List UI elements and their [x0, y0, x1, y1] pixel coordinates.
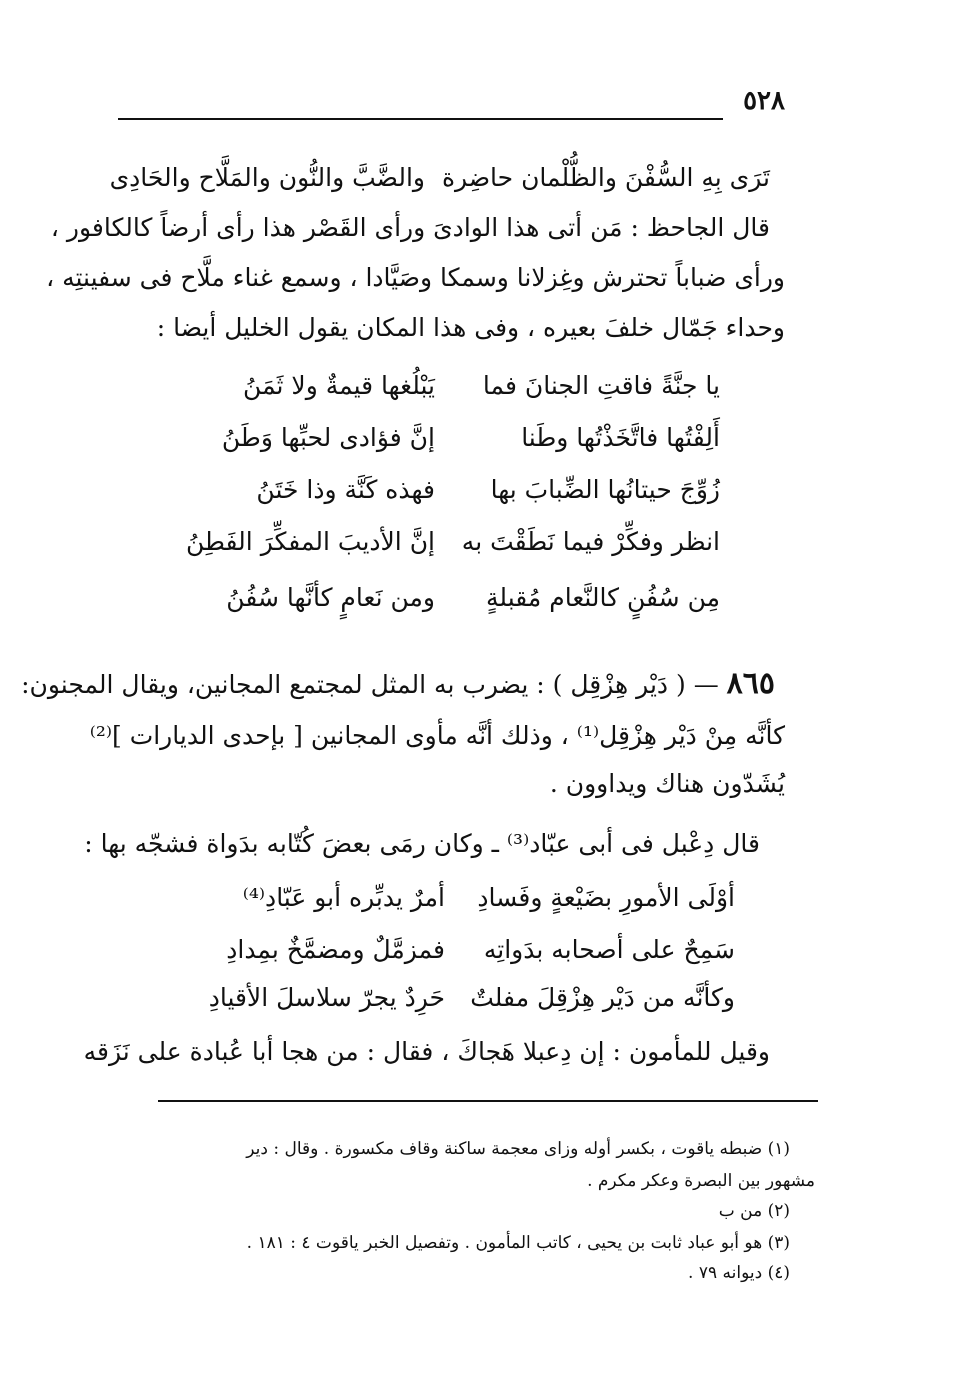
page-number: ٥٢٨: [743, 86, 785, 116]
verse-second-hemistich: يَبْلُغها قيمةٌ ولا ثَمَنُ: [243, 371, 435, 400]
header-rule: [118, 118, 723, 120]
verse-second-hemistich: ومن نَعامٍ كأنَّها سُفُنُ: [226, 583, 435, 612]
prose-line: وقيل للمأمون : إن دِعبلا هَجاكَ ، فقال : من هجا أبا عُبادة على نَزَقه: [83, 1037, 770, 1066]
verse-first-hemistich: مِن سُفُنٍ كالنَّعام مُقبلةٍ: [486, 583, 720, 612]
verse-first-hemistich: يا جنَّةً فاقتِ الجنانَ فما: [482, 371, 720, 400]
verse-first-hemistich: وكأنَّه من دَيْر هِزْقِلَ مفلتٌ: [470, 983, 735, 1012]
verse-first-hemistich: سَمِحٌ على أصحابه بدَواتِه: [483, 935, 735, 964]
verse-second-hemistich: إنَّ الأديبَ المفكِّرَ الفَطِنُ: [186, 527, 435, 556]
poem-verse: [200, 472, 720, 512]
prose-line: قال دِعْبل فى أبى عبّاد⁽³⁾ ـ وكان رمَى بعضَ كُتّابه بدَواة فشجّه بها :: [84, 829, 760, 858]
footnote: (١) ضبطه ياقوت ، بكسر أوله وزاى معجمة ساكنة وقاف مكسورة . وقال : دير: [246, 1139, 790, 1159]
footnote-rule: [158, 1100, 818, 1102]
poem-verse: [200, 880, 735, 920]
prose-line: قال الجاحظ : مَن أتى هذا الوادىَ ورأى القَصْر هذا رأى أرضاً كالكافور ،: [50, 213, 770, 242]
footnote: (٤) ديوانه ٧٩ .: [688, 1263, 790, 1283]
verse-first-hemistich: أَلِفْتُها فاتَّخَذْتُها وطَنا: [521, 423, 720, 452]
verse-second-hemistich: فمزمَّلٌ ومضمَّخٌ بمِدادِ: [226, 935, 445, 964]
top-verse-first-hemistich: تَرَى بِهِ السُّفْنَ والظُّلْمان حاضِرة: [441, 163, 770, 192]
poem-verse: [200, 932, 735, 972]
poem-verse: [200, 580, 720, 620]
verse-first-hemistich: أوْلَى الأمورِ بضَيْعةٍ وفَسادِ: [477, 883, 735, 912]
top-verse-second-hemistich: والضَّبَّ والنُّون والمَلَّاح والحَادِى: [109, 163, 425, 192]
entry-number: ٨٦٥: [726, 666, 775, 701]
poem-verse: [200, 368, 720, 408]
verse-second-hemistich: أمرٌ يدبِّره أبو عَبّادِ⁽⁴⁾: [242, 883, 445, 912]
verse-first-hemistich: زُوِّجَ حيتانُها الضِّبابَ بها: [490, 475, 720, 504]
entry-line: يُشَدّون هناك ويداوون .: [549, 769, 785, 798]
entry-heading-line: [21, 666, 775, 703]
verse-second-hemistich: حَرِدٌ يجرّ سلاسلَ الأقيادِ: [208, 983, 445, 1012]
verse-second-hemistich: إنَّ فؤادى لحبِّها وَطَنُ: [221, 423, 435, 452]
top-verse: [109, 160, 770, 196]
poem-verse: [186, 524, 720, 564]
footnote: (٣) هو أبو عباد ثابت بن يحيى ، كاتب المأمون . وتفصيل الخبر ياقوت ٤ : ١٨١ .: [246, 1233, 790, 1253]
poem-verse: [200, 980, 735, 1020]
footnote-continuation: مشهور بين البصرة وعكر مكرم .: [587, 1171, 815, 1191]
verse-second-hemistich: فهذه كَنَّة وذا خَتَنُ: [256, 475, 435, 504]
entry-line: كأنَّه مِنْ دَيْر هِزْقِل⁽¹⁾ ، وذلك أنَّه مأوى المجانين [ بإحدى الديارات ]⁽²⁾: [89, 721, 785, 750]
poem-verse: [200, 420, 720, 460]
prose-line: وحداء جَمّال خلفَ بعيره ، وفى هذا المكان يقول الخليل أيضا :: [156, 313, 785, 342]
footnote: (٢) من ب: [718, 1201, 790, 1221]
entry-heading-text: — ( دَيْر هِزْقِل ) : يضرب به المثل لمجتمع المجانين، ويقال المجنون:: [21, 670, 719, 699]
verse-first-hemistich: انظر وفكِّرْ فيما نَطَقْتَ به: [461, 527, 720, 556]
prose-line: ورأى ضباباً تحترش وغِزلانا وسمكا وصَيَّادا ، وسمع غناء ملَّاح فى سفينتِه ،: [46, 263, 785, 292]
